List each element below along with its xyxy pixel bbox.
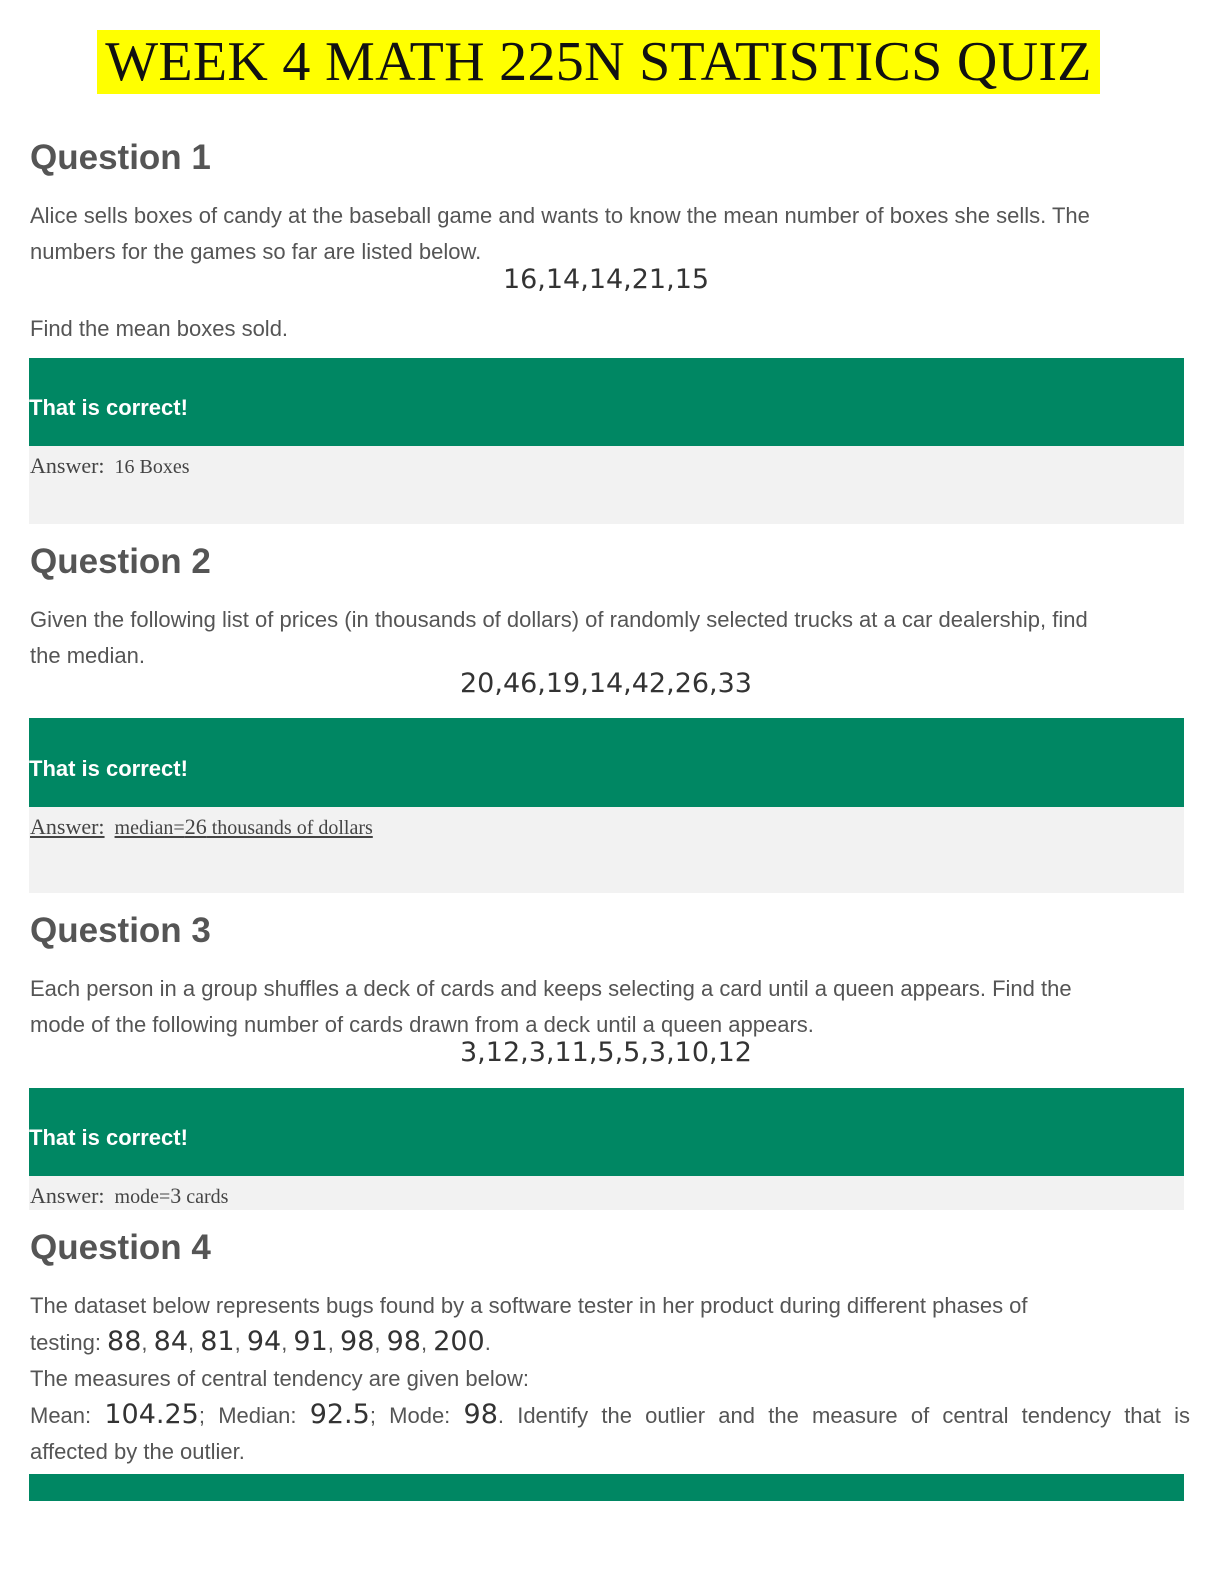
- median-value: 92.5: [309, 1399, 370, 1430]
- dataset-value: 91: [293, 1326, 328, 1357]
- question-4-line-5: affected by the outlier.: [30, 1439, 245, 1464]
- dataset-value: 98: [386, 1326, 421, 1357]
- question-4-line-4: [30, 1397, 1190, 1434]
- question-2-heading: Question 2: [30, 542, 211, 581]
- dataset-value: 94: [246, 1326, 282, 1357]
- question-1-prompt: Find the mean boxes sold.: [30, 316, 289, 341]
- question-3-heading: Question 3: [30, 911, 211, 950]
- question-1-text: [30, 198, 1190, 270]
- question-2-text: [30, 602, 1190, 674]
- dataset-value: 88: [107, 1326, 142, 1357]
- mode-label: ; Mode:: [369, 1403, 464, 1428]
- mean-label: Mean:: [30, 1403, 105, 1428]
- question-2-feedback-bar: [29, 718, 1184, 807]
- question-1-feedback: That is correct!: [29, 395, 188, 420]
- question-4-line-2: testing: 88, 84, 81, 94, 91, 98, 98, 200.: [30, 1326, 491, 1357]
- answer-value: 16 Boxes: [114, 456, 190, 478]
- question-2-line-2: the median.: [30, 643, 145, 668]
- answer-number: 3: [170, 1183, 182, 1208]
- dataset-value: 81: [200, 1326, 235, 1357]
- dataset-value: 84: [153, 1326, 188, 1357]
- question-3-line-1: Each person in a group shuffles a deck of cards and keeps selecting a card until a queen appears. Find the: [30, 976, 1072, 1001]
- answer-suffix: cards: [181, 1186, 229, 1208]
- question-4-text: [30, 1288, 1190, 1470]
- question-1-heading: Question 1: [30, 138, 211, 177]
- question-1-answer-box: [29, 446, 1184, 524]
- question-1-answer: [30, 453, 190, 479]
- dataset-value: 200: [433, 1326, 485, 1357]
- answer-suffix: thousands of dollars: [206, 817, 373, 839]
- question-1-dataset: 16,14,14,21,15: [502, 264, 710, 295]
- question-1-feedback-bar: [29, 358, 1184, 446]
- answer-label: Answer:: [30, 453, 105, 478]
- page-title: WEEK 4 MATH 225N STATISTICS QUIZ: [97, 30, 1100, 94]
- question-3-answer: [30, 1183, 228, 1209]
- answer-label: Answer:: [30, 814, 105, 839]
- question-2-feedback: That is correct!: [29, 756, 188, 781]
- question-3-feedback: That is correct!: [29, 1125, 188, 1150]
- median-label: ; Median:: [198, 1403, 310, 1428]
- mode-value: 98: [463, 1399, 498, 1430]
- answer-number: 26: [184, 814, 207, 839]
- question-1-line-1: Alice sells boxes of candy at the baseball game and wants to know the mean number of boxes she sells. The: [30, 203, 1090, 228]
- question-4-line-2-prefix: testing:: [30, 1330, 108, 1355]
- question-4-line-1: The dataset below represents bugs found by a software tester in her product during different phases of: [30, 1293, 1028, 1318]
- question-4-heading: Question 4: [30, 1228, 211, 1267]
- question-2-answer: [30, 814, 373, 840]
- question-2-dataset: 20,46,19,14,42,26,33: [460, 668, 752, 699]
- question-2-line-1: Given the following list of prices (in thousands of dollars) of randomly selected trucks at a car dealership, find: [30, 607, 1088, 632]
- answer-prefix: median=: [114, 817, 185, 839]
- answer-label: Answer:: [30, 1183, 105, 1208]
- dataset-value: 98: [340, 1326, 375, 1357]
- question-4-line-4-rest: . Identify the outlier and the measure of central tendency that is: [497, 1403, 1190, 1428]
- answer-prefix: mode=: [114, 1186, 171, 1208]
- question-3-feedback-bar: [29, 1088, 1184, 1176]
- mean-value: 104.25: [104, 1399, 199, 1430]
- question-3-text: [30, 971, 1190, 1043]
- question-4-line-3: The measures of central tendency are given below:: [30, 1366, 529, 1391]
- question-3-dataset: 3,12,3,11,5,5,3,10,12: [460, 1037, 752, 1068]
- question-1-line-2: numbers for the games so far are listed below.: [30, 239, 482, 264]
- question-3-line-2: mode of the following number of cards drawn from a deck until a queen appears.: [30, 1012, 814, 1037]
- question-4-feedback-bar: [29, 1474, 1184, 1501]
